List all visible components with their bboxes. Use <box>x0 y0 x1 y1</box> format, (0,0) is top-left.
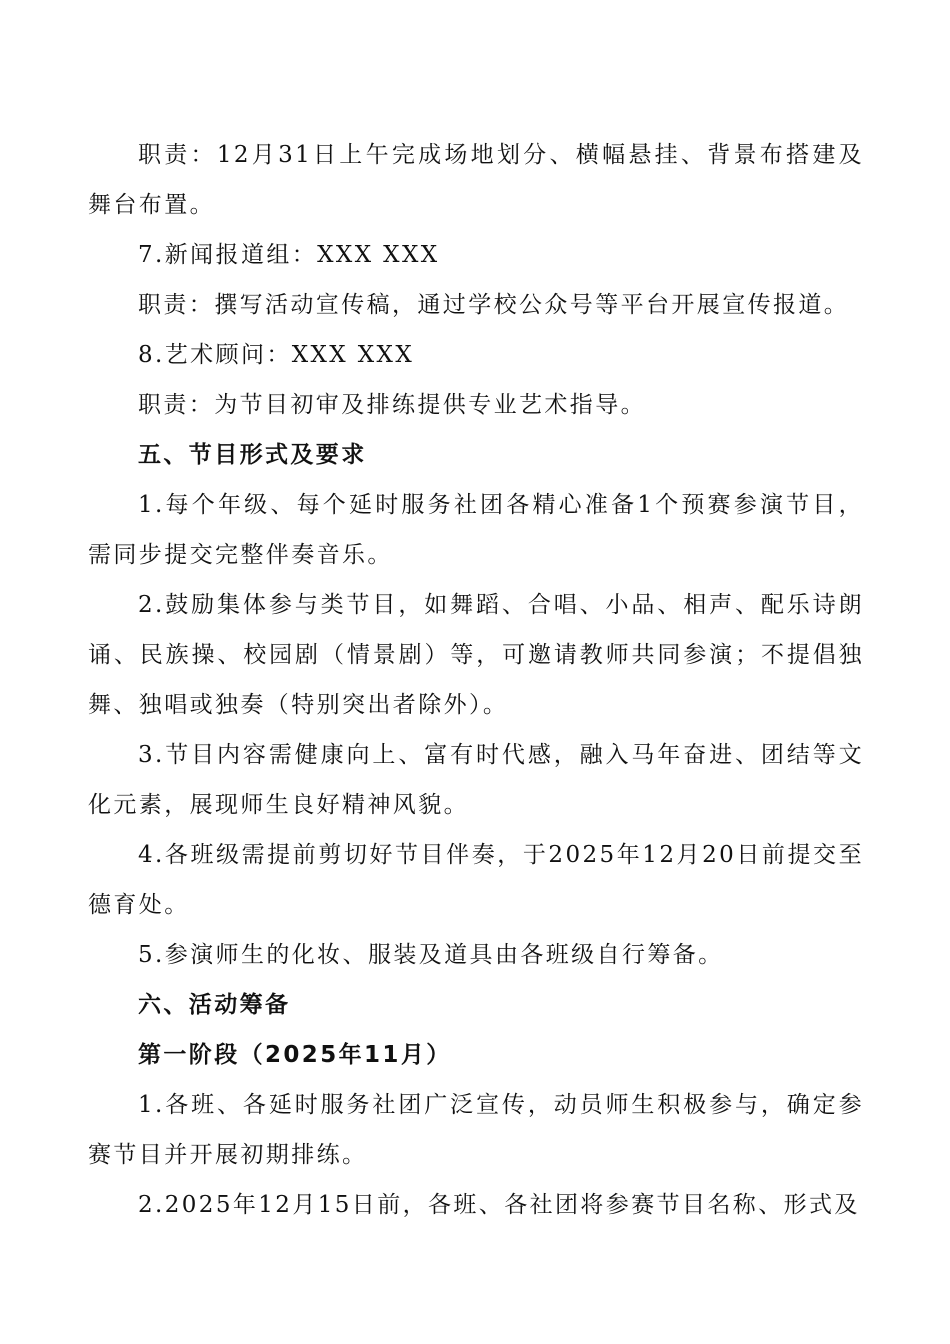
requirement-2: 2.鼓励集体参与类节目，如舞蹈、合唱、小品、相声、配乐诗朗诵、民族操、校园剧（情景剧）等，可邀请教师共同参演；不提倡独舞、独唱或独奏（特别突出者除外）。 <box>88 592 864 718</box>
duty-stage-setup: 职责：12月31日上午完成场地划分、横幅悬挂、背景布搭建及舞台布置。 <box>88 142 864 218</box>
stage-one-heading: 第一阶段（2025年11月） <box>138 1042 452 1068</box>
section-five-heading: 五、节目形式及要求 <box>138 442 367 468</box>
duty-news: 职责：撰写活动宣传稿，通过学校公众号等平台开展宣传报道。 <box>138 292 850 318</box>
requirement-4: 4.各班级需提前剪切好节目伴奏，于2025年12月20日前提交至德育处。 <box>88 842 864 918</box>
prep-1: 1.各班、各延时服务社团广泛宣传，动员师生积极参与，确定参赛节目并开展初期排练。 <box>88 1092 864 1168</box>
requirement-3: 3.节目内容需健康向上、富有时代感，融入马年奋进、团结等文化元素，展现师生良好精神风貌。 <box>88 742 864 818</box>
requirement-5: 5.参演师生的化妆、服装及道具由各班级自行筹备。 <box>138 942 724 968</box>
document-body <box>88 130 864 1230</box>
requirement-1: 1.每个年级、每个延时服务社团各精心准备1个预赛参演节目，需同步提交完整伴奏音乐。 <box>88 492 864 568</box>
duty-art-advisor: 职责：为节目初审及排练提供专业艺术指导。 <box>138 392 646 418</box>
group-art-advisor: 8.艺术顾问：XXX XXX <box>138 342 415 368</box>
prep-2: 2.2025年12月15日前，各班、各社团将参赛节目名称、形式及 <box>138 1192 860 1218</box>
group-news: 7.新闻报道组：XXX XXX <box>138 242 440 268</box>
section-six-heading: 六、活动筹备 <box>138 992 291 1018</box>
